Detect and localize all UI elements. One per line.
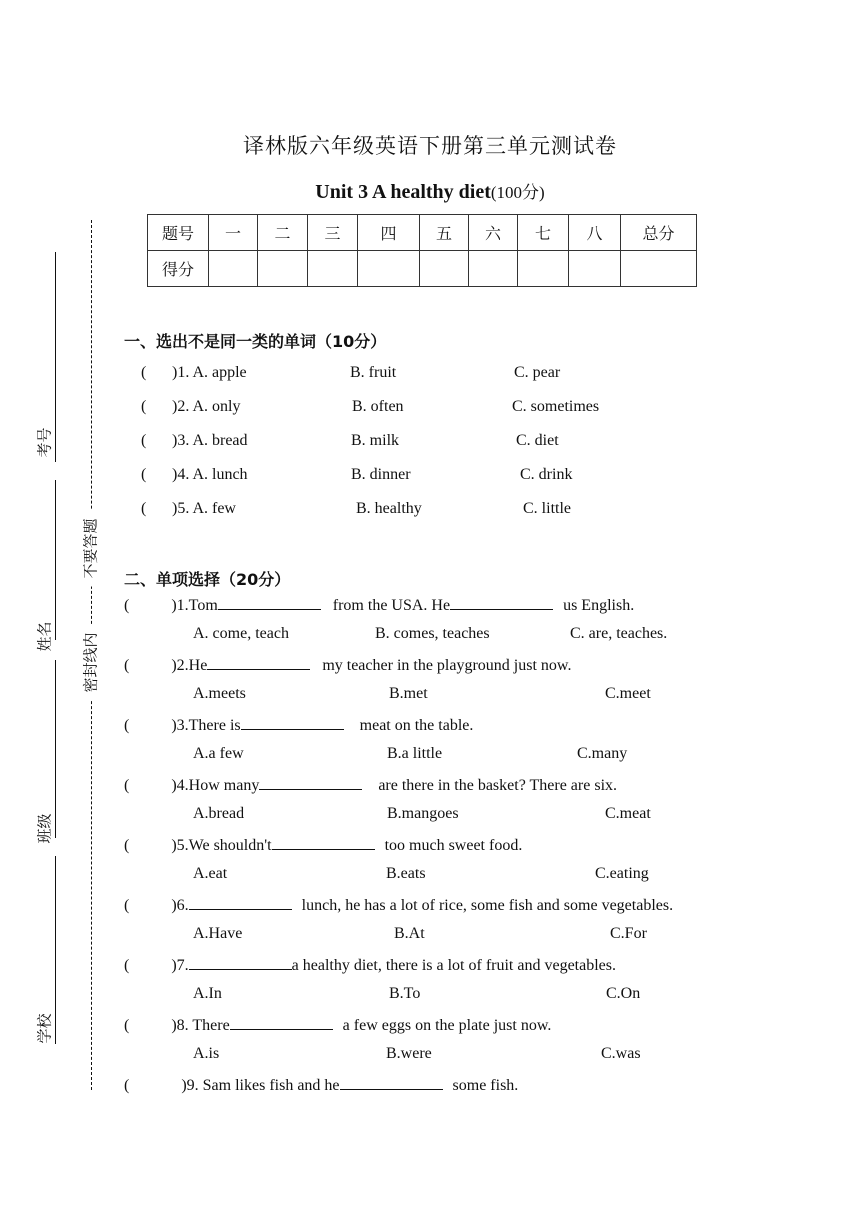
question-row: ( )3.There is meat on the table. [124,717,474,734]
option-b: B. comes, teaches [375,625,490,642]
question-row: ( )4.How many are there in the basket? There are six. [124,777,618,794]
section1-item-b: B. dinner [351,466,411,483]
page-subtitle [0,178,860,204]
option-b: B.eats [386,865,426,882]
school-label: 学校 [35,1013,54,1044]
answer-blank[interactable] [207,655,310,670]
question-text: )2.He [171,657,208,674]
question-text: lunch, he has a lot of rice, some fish and some vegetables. [301,897,674,914]
section1-item-a: )2. A. only [172,398,241,415]
option-a: A.In [193,985,222,1002]
section1-paren: ( [141,398,147,415]
question-text: a healthy diet, there is a lot of fruit and vegetables. [291,957,616,974]
option-a: A. come, teach [193,625,289,642]
score-cell: 二 [258,215,308,251]
score-input-cell[interactable] [469,251,518,287]
question-text: us English. [563,597,635,614]
answer-blank[interactable] [259,775,362,790]
score-cell: 五 [420,215,469,251]
section1-item-a: )3. A. bread [172,432,248,449]
subtitle-points: (100分) [490,183,545,202]
score-cell: 八 [569,215,621,251]
option-a: A.Have [193,925,243,942]
option-b: B.met [389,685,428,702]
score-input-cell[interactable] [420,251,469,287]
question-row: ( )5.We shouldn't too much sweet food. [124,837,523,854]
subtitle-unit: Unit 3 A healthy diet [315,181,491,203]
section1-item-a: )1. A. apple [172,364,247,381]
section1-heading: 一、选出不是同一类的单词（10分） [124,332,387,351]
question-row: ( )2.He my teacher in the playground just now. [124,657,572,674]
score-cell: 四 [358,215,420,251]
score-cell: 一 [209,215,258,251]
question-row: ( )7. a healthy diet, there is a lot of fruit and vegetables. [124,957,616,974]
option-c: C.meet [605,685,651,702]
page-title: 译林版六年级英语下册第三单元测试卷 [243,134,617,158]
answer-blank[interactable] [218,595,321,610]
section1-item-c: C. sometimes [512,398,600,415]
exam-no-line [55,252,56,462]
question-row: ( )1.Tom from the USA. He us English. [124,597,635,614]
section1-item-b: B. fruit [350,364,397,381]
answer-blank[interactable] [272,835,375,850]
class-line [55,660,56,838]
option-c: C.On [606,985,641,1002]
option-c: C.was [601,1045,641,1062]
question-text: )8. There [171,1017,230,1034]
option-a: A.is [193,1045,220,1062]
section1-paren: ( [141,500,147,517]
option-a: A.meets [193,685,246,702]
score-input-cell[interactable] [358,251,420,287]
answer-blank[interactable] [189,895,292,910]
score-input-cell[interactable] [209,251,258,287]
school-line [55,856,56,1044]
section1-item-c: C. pear [514,364,561,381]
question-text: meat on the table. [359,717,474,734]
seal-line-label: 密封线内 [80,625,101,701]
option-c: C.meat [605,805,651,822]
class-label: 班级 [35,813,54,844]
score-cell: 七 [518,215,569,251]
option-c: C.many [577,745,628,762]
option-b: B.To [389,985,421,1002]
score-input-cell[interactable] [258,251,308,287]
option-c: C.eating [595,865,649,882]
exam-no-label: 考号 [35,427,54,458]
answer-blank[interactable] [189,955,292,970]
no-answer-label: 不要答题 [80,511,101,587]
option-b: B.At [394,925,425,942]
section1-item-c: C. drink [520,466,573,483]
score-table-score-row [148,251,697,287]
section1-item-b: B. often [352,398,404,415]
question-row: ( )9. Sam likes fish and he some fish. [124,1077,519,1094]
question-text: )3.There is [171,717,241,734]
score-input-cell[interactable] [569,251,621,287]
section1-paren: ( [141,466,147,483]
score-table [147,214,697,287]
question-text: are there in the basket? There are six. [378,777,618,794]
score-input-cell[interactable] [308,251,358,287]
answer-blank[interactable] [241,715,344,730]
section1-item-a: )4. A. lunch [172,466,248,483]
answer-blank[interactable] [340,1075,443,1090]
question-text: )1.Tom [171,597,218,614]
option-a: A.a few [193,745,244,762]
question-text: )5.We shouldn't [171,837,272,854]
question-text: )6. [171,897,189,914]
answer-blank[interactable] [230,1015,333,1030]
answer-blank[interactable] [450,595,553,610]
score-cell: 总分 [621,215,697,251]
score-cell: 六 [469,215,518,251]
question-row: ( )8. There a few eggs on the plate just now. [124,1017,552,1034]
question-text: too much sweet food. [384,837,523,854]
option-a: A.bread [193,805,245,822]
question-text: )4.How many [171,777,260,794]
option-c: C.For [610,925,647,942]
section1-item-c: C. diet [516,432,559,449]
question-text: )9. Sam likes fish and he [181,1077,340,1094]
option-c: C. are, teaches. [570,625,668,642]
score-cell: 题号 [148,215,209,251]
option-b: B.a little [387,745,443,762]
section1-item-b: B. healthy [356,500,422,517]
section1-paren: ( [141,364,147,381]
section1-item-b: B. milk [351,432,400,449]
score-input-cell[interactable] [518,251,569,287]
name-line [55,480,56,640]
name-label: 姓名 [35,621,54,652]
question-text: )7. [171,957,189,974]
section1-item-a: )5. A. few [172,500,236,517]
score-cell: 三 [308,215,358,251]
section1-paren: ( [141,432,147,449]
question-text: my teacher in the playground just now. [322,657,572,674]
option-a: A.eat [193,865,228,882]
score-label-cell: 得分 [148,251,209,287]
question-text: from the USA. He [332,597,451,614]
section1-item-c: C. little [523,500,571,517]
score-table-header-row [148,215,697,251]
score-input-cell[interactable] [621,251,697,287]
section2-heading: 二、单项选择（20分） [124,570,291,589]
question-row: ( )6. lunch, he has a lot of rice, some fish and some vegetables. [124,897,674,914]
question-text: a few eggs on the plate just now. [342,1017,552,1034]
question-text: some fish. [452,1077,519,1094]
option-b: B.mangoes [387,805,459,822]
option-b: B.were [386,1045,432,1062]
